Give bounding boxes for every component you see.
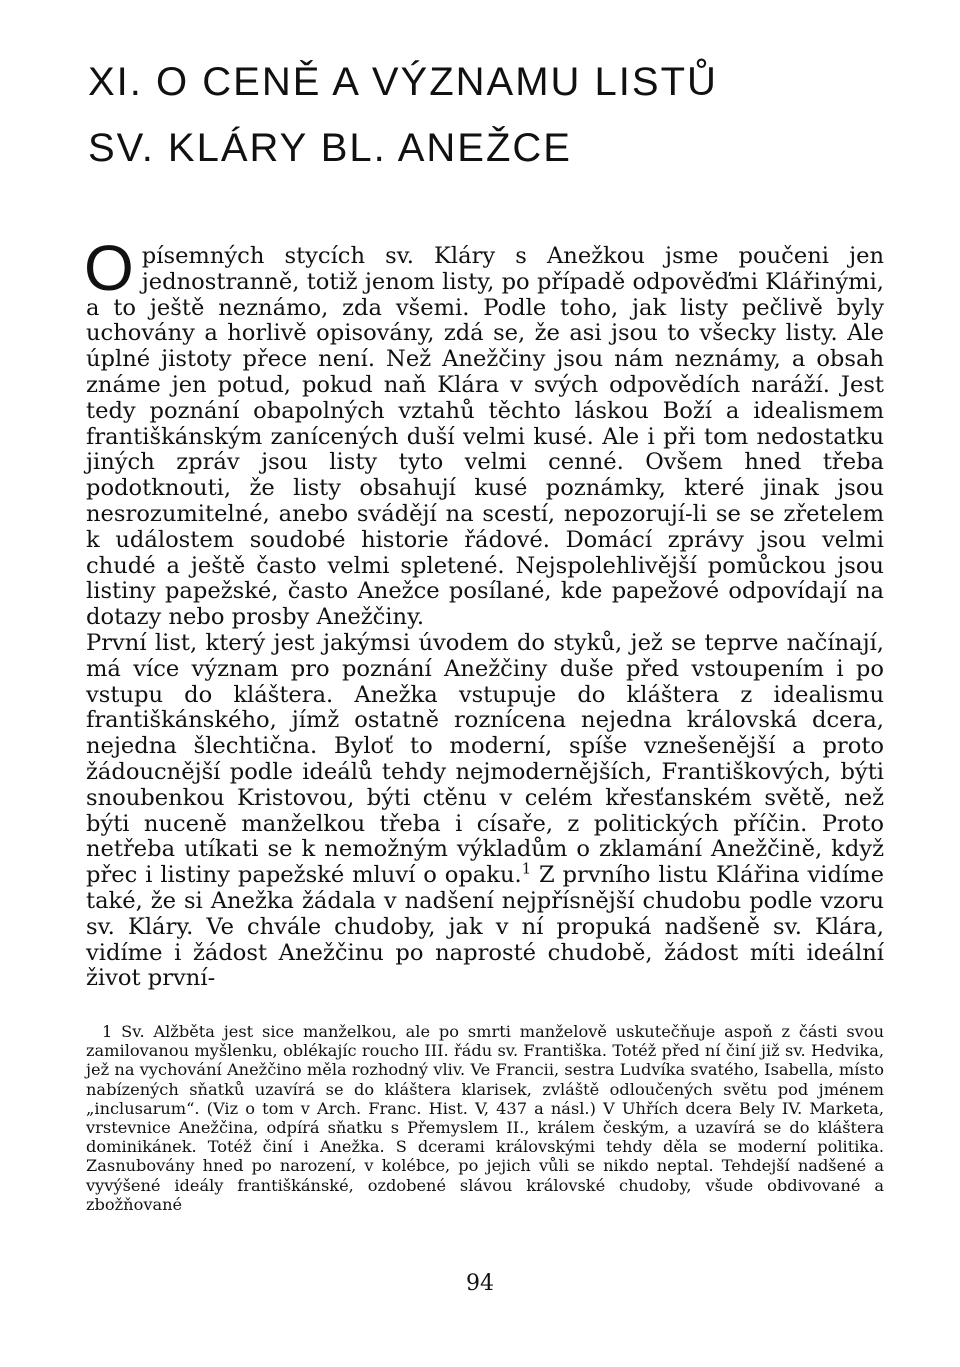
drop-cap-initial: O bbox=[84, 232, 134, 304]
paragraph-2 bbox=[86, 631, 884, 992]
chapter-title-line-2: SV. KLÁRY BL. ANEŽCE bbox=[88, 126, 572, 170]
page-number: 94 bbox=[466, 1271, 494, 1296]
paragraph-2-text-before-note: První list, který jest jakýmsi úvodem do styků, jež se teprve načínají, má více význam pro poznání Anežčiny duše před vstoupením i po vstupu do kláštera. Anežka vstupuje do kláštera z idealismu františkánského, jímž ostatně roznícena nejedna královská dcera, nejedna šlechtična. Byloť to moderní, spíše vznešenější a proto žádoucnější podle ideálů tehdy nejmodernějších, Františkových, býti snoubenkou Kristovou, býti ctěnu v celém křesťanském světě, než býti nuceně manželkou třeba i císaře, z politických příčin. Proto netřeba utíkati se k nemožným výkladům o zklamání Anežčině, když přec i listiny papežské mluví o opaku. bbox=[86, 629, 884, 889]
footnote-text: Sv. Alžběta jest sice manželkou, ale po smrti manželově uskutečňuje aspoň z části svou zamilovanou myšlenku, oblékajíc roucho III. řádu sv. Františka. Totéž před ní činí již sv. Hedvika, jež na vychování Anežčino měla rozhodný vliv. Ve Francii, sestra Ludvíka svatého, Isabella, místo nabízených sňatků uzavírá se do kláštera klarisek, zvláště odloučených světu pod jménem „inclusarum“. (Viz o tom v Arch. Franc. Hist. V, 437 a násl.) V Uhřích dcera Bely IV. Marketa, vrstevnice Anežčina, odpírá sňatku s Přemyslem II., králem českým, a uzavírá se do kláštera dominikánek. Totéž činí i Anežka. S dcerami královskými tehdy děla se moderní politika. Zasnubovány hned po narození, v kolébce, po jejich vůli se nikdo neptal. Tehdejší nadšené a vyvýšené ideály františkánské, ozdobené slávou královské chudoby, všude obdivované a zbožňované bbox=[86, 1022, 884, 1214]
footnote-reference: 1 bbox=[521, 860, 532, 878]
paragraph-1-text: písemných stycích sv. Kláry s Anežkou jsme poučeni jen jednostranně, totiž jenom listy, po případě odpověďmi Klářinými, a to ještě neznámo, zda všemi. Podle toho, jak listy pečlivě byly uchovány a horlivě opisovány, zdá se, že asi jsou to všecky listy. Ale úplné jistoty přece není. Než Anežčiny jsou nám neznámy, a obsah známe jen potud, pokud naň Klára v svých odpovědích naráží. Jest tedy poznání obapolných vztahů těchto láskou Boží a idealismem františkánským zanícených duší velmi kusé. Ale i při tom nedostatku jiných zpráv jsou listy tyto velmi cenné. Ovšem hned třeba podotknouti, že listy obsahují kusé poznámky, které jinak jsou nesrozumitelné, anebo svádějí na scestí, nepozorují-li se se zřetelem k událostem soudobé historie řádové. Domácí zprávy jsou velmi chudé a ještě často velmi spletené. Nejspolehlivější pomůckou jsou listiny papežské, často Anežce posílané, kde papežové odpovídají na dotazy nebo prosby Anežčiny. bbox=[86, 243, 884, 631]
footnote-1 bbox=[86, 1022, 884, 1214]
footnote-mark: 1 bbox=[102, 1022, 113, 1041]
main-text bbox=[84, 232, 884, 992]
paragraph-2-text-after-note: Z prvního listu Klářina vidíme také, že si Anežka žádala v nadšení nejpřísnější chudobu podle vzoru sv. Kláry. Ve chvále chudoby, jak v ní propuká nadšeně sv. Klára, vidíme i žádost Anežčinu po naprosté chudobě, žádost míti ideální život první- bbox=[86, 862, 884, 992]
chapter-title-line-1: XI. O CENĚ A VÝZNAMU LISTŮ bbox=[88, 60, 718, 104]
paragraph-1 bbox=[84, 232, 884, 631]
footnotes bbox=[86, 1022, 884, 1214]
